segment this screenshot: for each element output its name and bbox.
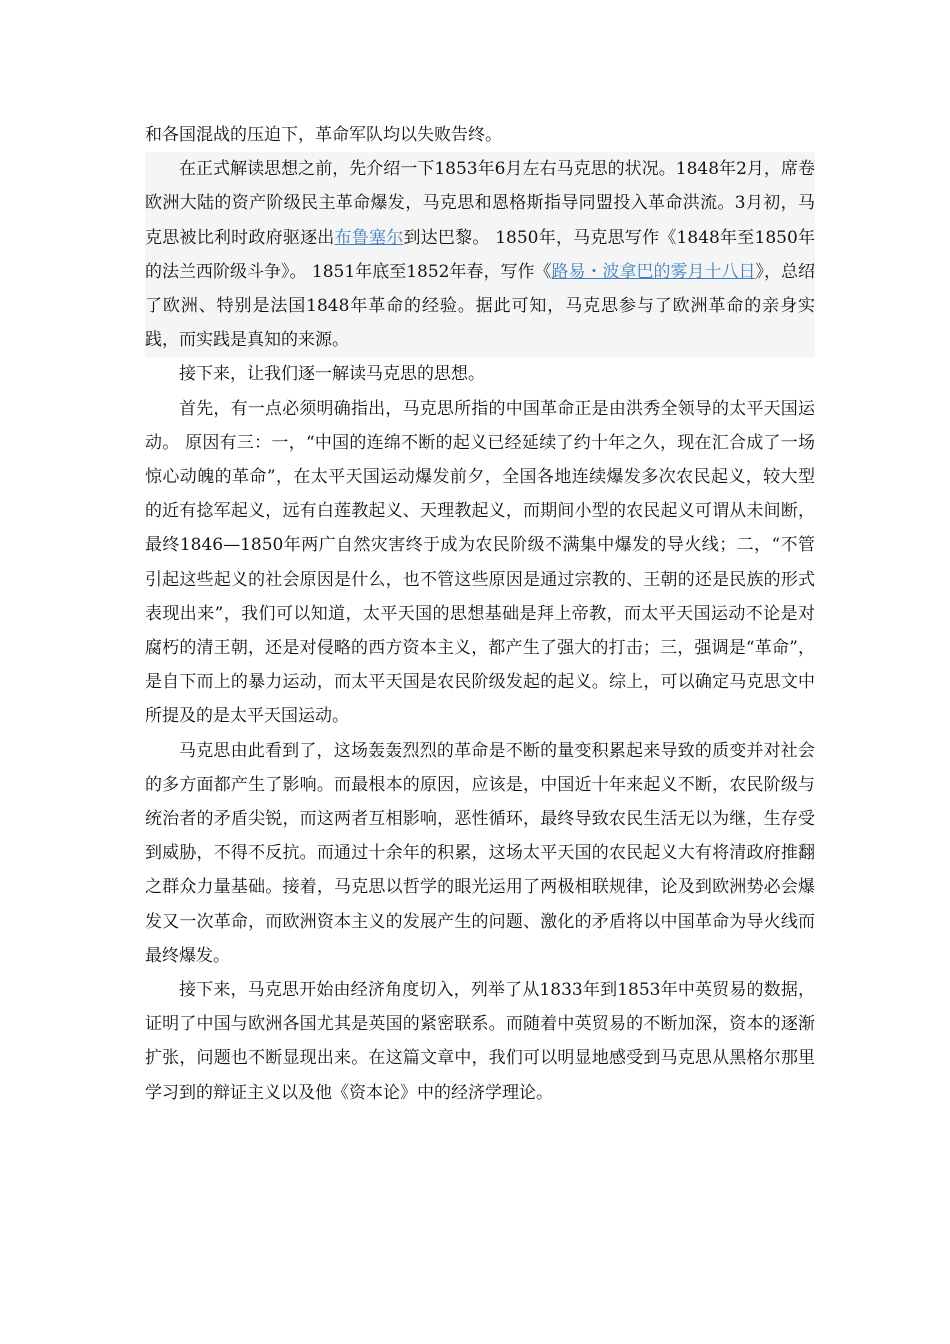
link-eighteenth-brumaire[interactable]: 路易・波拿巴的雾月十八日 (551, 261, 756, 282)
paragraph-marx-background (145, 152, 815, 357)
paragraph-intro: 接下来，让我们逐一解读马克思的思想。 (179, 364, 485, 385)
link-brussels[interactable]: 布鲁塞尔 (334, 227, 404, 248)
paragraph-text: 》，总绍了欧洲、特别是法国1848年革命的经验。据此可知，马克思参与了欧洲革命的亲身实践，而实践是真知的来源。 (145, 261, 816, 351)
paragraph-text: 到达巴黎。 1850年，马克思写作《1848年至1850年的法兰西阶级斗争》。 1851年底至1852年春，写作《 (145, 227, 816, 282)
paragraph-taiping-analysis: 首先，有一点必须明确指出，马克思所指的中国革命正是由洪秀全领导的太平天国运动。 原因有三：一，“中国的连绵不断的起义已经延续了约十年之久，现在汇合成了一场惊心动魄的革命”，在太平天国运动爆发前夕，全国各地连续爆发多次农民起义，较大型的近有捻军起义，远有白莲教起义、天理教起义，而期间小型的农民起义可谓从未间断，最终1846—1850年两广自然灾害终于成为农民阶级不满集中爆发的导火线；二，“不管引起这些起义的社会原因是什么，也不管这些原因是通过宗教的、王朝的还是民族的形式表现出来”，我们可以知道，太平天国的思想基础是拜上帝教，而太平天国运动不论是对腐朽的清王朝，还是对侵略的西方资本主义，都产生了强大的打击；三，强调是“革命”，是自下而上的暴力运动，而太平天国是农民阶级发起的起义。综上，可以确定马克思文中所提及的是太平天国运动。 (145, 398, 815, 727)
paragraph-continuation: 和各国混战的压迫下，革命军队均以失败告终。 (145, 125, 502, 145)
document-body (145, 118, 815, 1110)
paragraph-trade-economics: 接下来，马克思开始由经济角度切入，列举了从1833年到1853年中英贸易的数据，证明了中国与欧洲各国尤其是英国的紧密联系。而随着中英贸易的不断加深，资本的逐渐扩张，问题也不断显现出来。在这篇文章中，我们可以明显地感受到马克思从黑格尔那里学习到的辩证主义以及他《资本论》中的经济学理论。 (145, 980, 815, 1103)
paragraph-text: 在正式解读思想之前，先介绍一下1853年6月左右马克思的状况。1848年2月，席卷欧洲大陆的资产阶级民主革命爆发，马克思和恩格斯指导同盟投入革命洪流。3月初，马克思被比利时政府驱逐出 (145, 159, 815, 248)
paragraph-revolution-causes: 马克思由此看到了，这场轰轰烈烈的革命是不断的量变积累起来导致的质变并对社会的多方面都产生了影响。而最根本的原因，应该是，中国近十年来起义不断，农民阶级与统治者的矛盾尖锐，而这两者互相影响，恶性循环，最终导致农民生活无以为继，生存受到威胁，不得不反抗。而通过十余年的积累，这场太平天国的农民起义大有将清政府推翻之群众力量基础。接着，马克思以哲学的眼光运用了两极相联规律，论及到欧洲势必会爆发又一次革命，而欧洲资本主义的发展产生的问题、激化的矛盾将以中国革命为导火线而最终爆发。 (145, 740, 815, 966)
